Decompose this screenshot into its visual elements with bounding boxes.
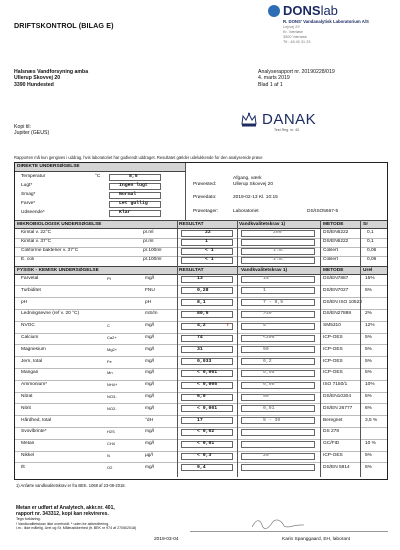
copy-to	[14, 124, 49, 137]
micro-unit: pr.100ml	[143, 248, 162, 253]
chem-col-ur: Urel	[363, 268, 373, 273]
chem-symbol: Ca2+	[107, 335, 117, 340]
chem-symbol: CH4	[107, 441, 116, 447]
chem-method: SM5310	[323, 323, 341, 329]
row-divider	[15, 415, 387, 416]
client-address	[14, 69, 88, 88]
chem-unit: mg/l	[145, 405, 155, 411]
value-box	[241, 287, 315, 294]
chem-label: Ledningsevne (ref v. 20 °C)	[21, 311, 80, 317]
chem-method: ICP-OES	[323, 335, 343, 340]
chem-result: < 0,01	[197, 441, 215, 447]
client-name: Halsnæs Vandforsyning amba	[14, 69, 89, 75]
chem-label: pH	[21, 299, 28, 305]
document-title: DRIFTSKONTROL (BILAG E)	[14, 21, 114, 30]
micro-unit: pr.ml	[143, 230, 154, 235]
chem-method: ICP-OES	[323, 370, 343, 376]
value-box	[241, 358, 315, 365]
chem-method: DS/EN7027	[323, 287, 349, 293]
signature-line	[190, 531, 388, 532]
chem-result: 31	[197, 346, 203, 352]
chem-label: Nikkel	[21, 453, 35, 458]
value-box	[181, 335, 233, 342]
copy-recipient: Jupiter (GEUS)	[14, 130, 50, 137]
micro-label: Kimtal v. 37°C	[21, 239, 52, 244]
chem-urel: 5%	[365, 346, 372, 352]
chem-result: 17	[197, 417, 203, 423]
legend	[16, 517, 136, 531]
chem-unit: FNU	[145, 287, 155, 293]
value-box	[241, 323, 315, 330]
logo-company: R. DONS' Vandanalytisk Laboratorium A/S	[283, 19, 369, 24]
value-box	[181, 394, 233, 401]
chem-method: ICP-OES	[323, 453, 343, 458]
chem-unit: mg/l	[145, 346, 155, 352]
chem-method: DS/EN 26777	[323, 405, 353, 411]
value-box	[181, 417, 233, 424]
chem-symbol: N	[107, 453, 110, 458]
chem-label: Nitrit	[21, 405, 31, 411]
chem-unit: mg/l	[145, 394, 155, 399]
chem-col-req: Vandkvalitetskrav 1)	[241, 268, 288, 273]
direct-label: Lugt*	[21, 183, 33, 188]
chem-label: NVOC	[21, 323, 35, 329]
micro-method: DS/EN6222	[323, 239, 349, 244]
chem-result: 8,1	[197, 299, 206, 305]
logo-address	[283, 25, 396, 45]
value-box	[241, 394, 315, 401]
micro-unit: pr.ml	[143, 239, 154, 244]
micro-result: 22	[205, 230, 211, 235]
chem-method: DS/EN10304	[323, 394, 351, 399]
value-box	[241, 346, 315, 353]
chem-col-method: METODE	[323, 268, 344, 273]
chem-unit: pH	[145, 299, 152, 305]
chem-unit: mg/l	[145, 382, 155, 388]
chem-method: GC/FID	[323, 441, 340, 447]
micro-method: Colilert	[323, 248, 338, 253]
row-divider	[15, 344, 387, 345]
chem-urel: 5%	[365, 394, 372, 399]
chem-symbol: Mg2+	[107, 346, 118, 352]
danak-crown-icon	[240, 112, 258, 128]
micro-method: Colilert	[323, 257, 338, 262]
chem-result: < 0,02	[197, 429, 215, 435]
chem-requirement: 0,01	[263, 405, 275, 411]
chem-requirement: 0,05	[263, 382, 275, 388]
micro-result: < 1	[205, 257, 214, 262]
direct-heading: DIREKTE UNDERSØGELSE	[15, 163, 185, 172]
micro-sr: 0,1	[367, 239, 374, 244]
value-box	[241, 405, 315, 412]
chem-urel: 5%	[365, 335, 372, 340]
value-box	[241, 464, 315, 471]
micro-label: Kimtal v. 22°C	[21, 230, 52, 235]
logo-address-line: 3500 Værløse	[283, 35, 307, 39]
value-box	[241, 453, 315, 460]
chem-requirement: 5 - 30	[263, 417, 281, 423]
chem-requirement: 15	[263, 276, 269, 281]
chem-unit: °dH	[145, 417, 154, 423]
legend-line: i.m.: Ikke målelig. Urel og Sr. Måleusikkerhed jfr. BEK nr 974 af 27/06/2018)	[16, 526, 137, 530]
chem-unit: mg/l	[145, 429, 155, 435]
logo-name-light: lab	[320, 3, 338, 18]
col-divider	[237, 220, 238, 477]
value-box	[241, 311, 315, 318]
chem-result: 13	[197, 276, 203, 281]
chem-method: ICP-OES	[323, 358, 343, 364]
chem-label: Hårdhed, total	[21, 417, 52, 423]
direct-value: Klar	[119, 210, 131, 215]
chem-result: < 0,001	[197, 370, 218, 376]
report-date: 4. marts 2019	[258, 75, 290, 82]
report-notice: Rapporten må kun gengives i uddrag, hvis laboratoriet har godkendt uddraget. Resultatet gælder udelukkende for den analyserede prøve	[14, 155, 263, 160]
direct-value: Normal	[119, 192, 137, 197]
chem-symbol: Fe	[107, 358, 112, 364]
chem-label: Farvetal	[21, 276, 39, 281]
micro-sr: 0,1	[367, 230, 374, 235]
chem-label: Jern, total	[21, 358, 43, 364]
chem-symbol: Pt	[107, 276, 111, 281]
micro-label: E. coli	[21, 257, 35, 262]
chem-unit: mg/l	[145, 358, 155, 364]
chem-requirement: <200	[263, 335, 275, 340]
chem-requirement: 7 - 8,5	[263, 299, 284, 305]
row-divider	[15, 285, 387, 286]
sample-method: DS/ISO5667-5	[307, 209, 339, 214]
sample-label: Prøvested:	[193, 182, 217, 187]
chem-method: DS/EN27888	[323, 311, 351, 317]
micro-col-req: Vandkvalitetskrav 1)	[239, 222, 286, 227]
direct-value: 8,5	[129, 174, 138, 179]
chem-urel: 15%	[365, 276, 375, 281]
micro-result: 1	[205, 239, 208, 244]
micro-col-method: METODE	[323, 222, 344, 227]
sample-label: Prøvedato:	[193, 195, 217, 200]
chem-requirement: 20	[263, 453, 269, 458]
micro-sr: 0,06	[367, 257, 377, 262]
chem-method: ICP-OES	[323, 346, 343, 352]
chem-label: Svovlbrinte*	[21, 429, 47, 435]
report-info	[258, 69, 335, 88]
chem-header-row	[15, 266, 387, 275]
chem-symbol: O2	[107, 464, 113, 470]
chem-unit: mg/l	[145, 370, 155, 376]
row-divider	[15, 256, 387, 257]
direct-value: Ingen lugt	[119, 183, 148, 188]
direct-label: Smag*	[21, 192, 36, 197]
chem-symbol: NH4+	[107, 382, 118, 388]
chem-urel: 5%	[365, 464, 372, 470]
micro-requirement: i.m.	[273, 257, 285, 262]
value-box	[181, 323, 233, 330]
chem-method: Beregnet	[323, 417, 343, 423]
chem-method: DS/EN 5814	[323, 464, 350, 470]
micro-method: DS/EN6222	[323, 230, 349, 235]
chem-symbol: C	[107, 323, 110, 329]
col-divider	[177, 220, 178, 477]
chem-col-result: RESULTAT	[179, 268, 204, 273]
chem-requirement: 0,2	[263, 358, 272, 364]
signer-name: Karin Spanggaard, EH, laborant	[282, 537, 350, 542]
logo-address-line: Tlf.: 48 40 31 33	[283, 40, 311, 44]
chem-unit: mg/l	[145, 441, 155, 447]
danak-name: DANAK	[262, 111, 317, 128]
chem-urel: 5%	[365, 370, 372, 376]
row-divider	[15, 462, 387, 463]
row-divider	[15, 392, 387, 393]
chem-result: 6,0	[197, 394, 206, 399]
value-box	[181, 464, 233, 471]
chem-urel: 5%	[365, 287, 372, 293]
chem-urel: 2%	[365, 311, 372, 317]
logo-address-line: Kr. Værløse	[283, 30, 304, 34]
chem-unit: mS/m	[145, 311, 158, 317]
chem-result: 74	[197, 335, 203, 340]
chem-method: ISO 7150/1	[323, 382, 348, 388]
chem-label: Turbiditet	[21, 287, 41, 293]
danak-logo	[240, 111, 360, 132]
chem-requirement: 1	[263, 287, 266, 293]
chem-unit: µg/l	[145, 453, 153, 458]
direct-label: Farve*	[21, 201, 36, 206]
row-divider	[15, 309, 387, 310]
legend-line: ! Vandkvalitetskrav ikke overholdt. * uden for akkreditering.	[16, 521, 110, 526]
report-number: Analyserapport nr. 20190228/019	[258, 69, 335, 75]
value-box	[181, 276, 233, 283]
chem-method: DS 278	[323, 429, 339, 435]
chem-label: Nitrat	[21, 394, 33, 399]
chem-symbol: H2S	[107, 429, 115, 435]
micro-requirement: i.m.	[273, 248, 285, 253]
sample-value: 2019-02-13 Kl. 10:15	[233, 195, 278, 200]
client-street: Ullerup Skovvej 20	[14, 75, 61, 82]
chem-symbol: NO3-	[107, 394, 117, 399]
footnote: 1) Anførte vandkvalitetskrav er fra BEK. 1068 af 23-08-2018.	[16, 483, 126, 488]
chem-urel: 10%	[365, 382, 375, 388]
row-divider	[15, 427, 387, 428]
micro-requirement: 200	[273, 230, 282, 235]
micro-col-result: RESULTAT	[179, 222, 204, 227]
chem-label: Mangan	[21, 370, 39, 376]
sample-value: Laboratoriet	[233, 209, 259, 214]
micro-sr: 0,06	[367, 248, 377, 253]
signature-date: 2019-03-04	[154, 537, 179, 542]
value-box	[181, 346, 233, 353]
results-frame	[14, 162, 388, 480]
chem-symbol: NO2-	[107, 405, 117, 411]
micro-heading: MIKROBIOLOGISK UNDERSØGELSE	[17, 222, 102, 227]
chem-symbol: Mn	[107, 370, 113, 376]
row-divider	[15, 321, 387, 322]
micro-result: < 1	[205, 248, 214, 253]
value-box	[241, 370, 315, 377]
micro-unit: pr.100ml	[143, 257, 162, 262]
chem-result: 0,28	[197, 287, 209, 293]
chem-result: < 0,005	[197, 382, 218, 388]
row-divider	[15, 380, 387, 381]
value-box	[241, 276, 315, 283]
chem-result: < 0,001	[197, 405, 218, 411]
chem-requirement: 4	[263, 323, 266, 329]
sample-value: Afgang, værk Ullerup Skovvej 20	[233, 176, 273, 187]
chem-urel: 6%	[365, 405, 372, 411]
value-box	[241, 239, 315, 246]
row-divider	[15, 356, 387, 357]
chem-requirement: 0,05	[263, 370, 275, 376]
chem-unit: mg/l	[145, 464, 155, 470]
direct-value: Let gullig	[119, 201, 148, 206]
logo-address-line: Lejrvej 29	[283, 25, 300, 29]
row-divider	[15, 333, 387, 334]
client-city: 3390 Hundested	[14, 81, 54, 88]
chem-urel: 5%	[365, 358, 372, 364]
chem-unit: mg/l	[145, 276, 155, 281]
chem-method: DS/EN7887	[323, 276, 349, 281]
donslab-badge-icon	[268, 5, 280, 17]
chem-unit: mg/l	[145, 335, 155, 340]
chem-requirement: 50	[263, 346, 269, 352]
row-divider	[15, 439, 387, 440]
col-divider	[360, 220, 361, 477]
sample-label: Prøvetager:	[193, 209, 219, 214]
legend-line: Tegn forklaring:	[16, 517, 41, 521]
signoff-line: Metan er udført af Analytech, akkr.nr. 401,	[16, 505, 115, 511]
logo-name-bold: DONS	[283, 3, 321, 18]
chem-label: Metan	[21, 441, 35, 447]
micro-col-sr: Sr	[363, 222, 369, 227]
direct-label: Temperatur	[21, 174, 46, 179]
copy-label: Kopi til:	[14, 124, 32, 130]
chem-method: DS/EN ISO 10523	[323, 299, 362, 305]
donslab-logo	[268, 3, 396, 45]
col-divider	[320, 220, 321, 477]
value-box	[181, 299, 233, 306]
logo-wordmark	[268, 3, 396, 18]
chem-result: 80,5	[197, 311, 209, 317]
exceedance-flag: !	[227, 323, 229, 329]
report-page: Blad 1 af 1	[258, 81, 283, 88]
chem-result: 0,033	[197, 358, 212, 364]
value-box	[241, 441, 315, 448]
chem-urel: 12%	[365, 323, 375, 329]
row-divider	[15, 247, 387, 248]
value-box	[241, 335, 315, 342]
chem-label: Ilt	[21, 464, 25, 470]
chem-urel: 3,5 %	[365, 417, 378, 423]
chem-urel: 5%	[365, 453, 372, 458]
chem-result: 4,2	[197, 323, 206, 329]
row-divider	[15, 403, 387, 404]
value-box	[241, 382, 315, 389]
chem-unit: mg/l	[145, 323, 155, 329]
danak-reg: Test Reg. nr. 40	[274, 128, 300, 132]
chem-requirement: >30	[263, 311, 272, 317]
chem-requirement: 50	[263, 394, 269, 399]
chem-urel: 10 %	[365, 441, 376, 447]
chem-label: Magnesium	[21, 346, 46, 352]
row-divider	[15, 368, 387, 369]
chem-label: Calcium	[21, 335, 39, 340]
signoff	[16, 505, 115, 517]
chem-result: < 0,3	[197, 453, 212, 458]
chem-result: 9,4	[197, 464, 206, 470]
chem-label: Ammonium*	[21, 382, 48, 388]
direct-label: Udseende*	[21, 210, 45, 215]
signoff-line: rapport nr. 343312, kopi kan rekvireres.	[16, 511, 109, 518]
row-divider	[15, 451, 387, 452]
value-box	[241, 429, 315, 436]
chem-heading: FYSISK - KEMISK UNDERSØGELSE	[17, 268, 99, 273]
row-divider	[15, 238, 387, 239]
row-divider	[15, 297, 387, 298]
direct-divider	[185, 163, 186, 220]
micro-header-row	[15, 220, 387, 229]
micro-label: Coliforme bakterier v. 37°C	[21, 248, 79, 253]
direct-unit: °C	[95, 174, 101, 179]
